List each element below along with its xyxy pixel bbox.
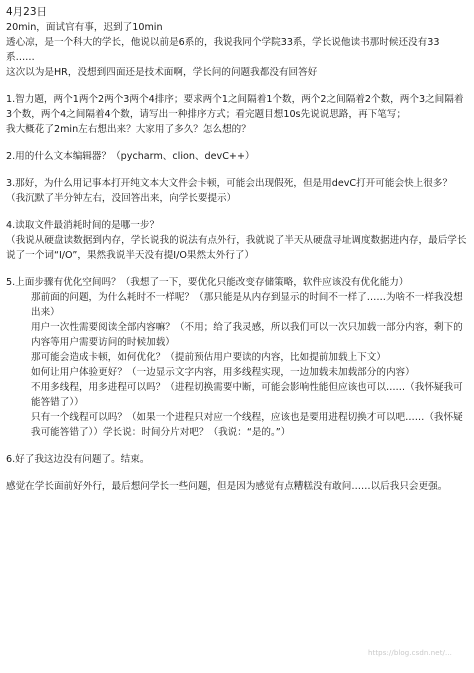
- followup-item: 如何让用户体验更好？（一边显示文字内容，用多线程实现，一边加载未加载部分的内容）: [31, 367, 415, 378]
- watermark: https://blog.csdn.net/...: [367, 649, 452, 657]
- closing-line: 6.好了我这边没有问题了。结束。: [6, 454, 150, 465]
- followup-item: 用户一次性需要阅读全部内容嘛？（不用；给了我灵感，所以我们可以一次只加载一部分内容，剩下的内容等用户需要访问的时候加载）: [31, 322, 463, 348]
- followup-item: 不用多线程，用多进程可以吗？（进程切换需要中断，可能会影响性能但应该也可以……（我怀疑我可能答错了））: [31, 382, 463, 408]
- question-3: 3.那好，为什么用记事本打开纯文本大文件会卡顿，可能会出现假死，但是用devC打开可能会快上很多？: [6, 178, 453, 189]
- answer-4: （我说从硬盘读数据到内存，学长说我的说法有点外行，我就说了半天从硬盘寻址调度数据进内存，最后学长说了一个词“I/O”，果然我说半天没有提I/O果然太外行了）: [6, 235, 467, 261]
- followup-item: 那可能会造成卡顿，如何优化？（提前预估用户要读的内容，比如提前加载上下文）: [31, 352, 386, 363]
- answer-3: （我沉默了半分钟左右，没回答出来，向学长要提示）: [6, 193, 237, 204]
- reflection: 感觉在学长面前好外行，最后想问学长一些问题，但是因为感觉有点糟糕没有敢问……以后我只会更强。: [6, 481, 448, 492]
- question-5: 5.上面步骤有优化空间吗？（我想了一下，要优化只能改变存储策略，软件应该没有优化能力）: [6, 277, 409, 288]
- intro-line: 20min，面试官有事，迟到了10min: [6, 22, 163, 33]
- article-body: [6, 4, 468, 494]
- intro-line: 这次以为是HR，没想到四面还是技术面啊，学长问的问题我都没有回答好: [6, 67, 318, 78]
- post-date: 4月23日: [6, 6, 48, 18]
- answer-1: 我大概花了2min左右想出来？大家用了多久？怎么想的？: [6, 124, 251, 135]
- question-1: 1.智力题，两个1两个2两个3两个4排序；要求两个1之间隔着1个数，两个2之间隔着2个数，两个3之间隔着3个数，两个4之间隔着4个数，请写出一种排序方式；看完题目想10s先说说思路，再下笔写；: [6, 94, 464, 120]
- question-4: 4.读取文件最消耗时间的是哪一步？: [6, 220, 160, 231]
- question-2: 2.用的什么文本编辑器？（pycharm、clion、devC++）: [6, 151, 255, 162]
- followup-item: 那前面的问题，为什么耗时不一样呢？（那只能是从内存到显示的时间不一样了……为啥不一样我没想出来）: [31, 292, 463, 318]
- intro-line: 透心凉，是一个科大的学长，他说以前是6系的，我说我同个学院33系，学长说他读书那时候还没有33系……: [6, 37, 440, 63]
- followup-item: 只有一个线程可以吗？（如果一个进程只对应一个线程，应该也是要用进程切换才可以吧……（我怀疑我可能答错了））学长说：时间分片对吧？（我说：“是的。”）: [31, 412, 463, 438]
